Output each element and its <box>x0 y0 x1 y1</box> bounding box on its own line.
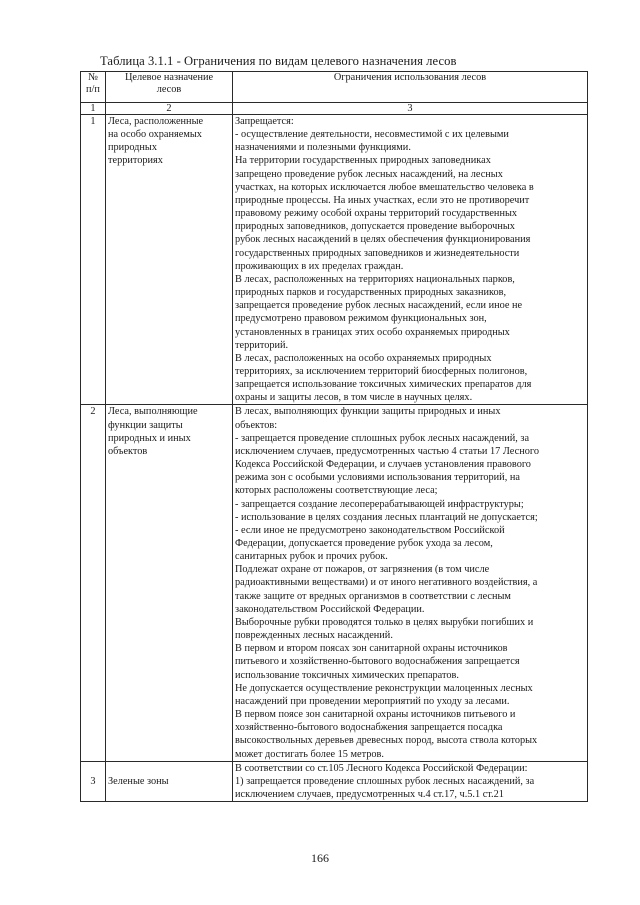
table-row <box>81 115 588 405</box>
restriction-line: питьевого и хозяйственно-бытового водоснабжения запрещается <box>235 656 520 668</box>
restriction-line: - запрещается создание лесоперерабатывающей инфраструктуры; <box>235 498 524 510</box>
restriction-line: Федерации, допускается проведение рубок ухода за лесом, <box>235 538 493 549</box>
restriction-line: санитарных рубок и прочих рубок. <box>235 551 388 563</box>
restriction-line: которых расположены соответствующие леса; <box>235 485 438 497</box>
restriction-line: природные процессы. На иных участках, если это не противоречит <box>235 194 530 206</box>
column-number: 2 <box>106 103 233 115</box>
row-purpose-cell <box>106 405 233 761</box>
restriction-line: исключением случаев, предусмотренных частью 4 статьи 17 Лесного <box>235 445 539 457</box>
row-restrictions-cell <box>233 761 588 801</box>
table-row <box>81 405 588 761</box>
restriction-line: охраны и защиты лесов, в том числе в научных целях. <box>235 392 473 404</box>
restriction-line: - использование в целях создания лесных плантаций не допускается; <box>235 511 538 523</box>
purpose-line: природных и иных <box>108 432 191 444</box>
restriction-line: территорий. <box>235 339 289 351</box>
restriction-line: насаждений при проведении мероприятий по уходу за лесами. <box>235 695 510 707</box>
row-number: 2 <box>81 405 106 761</box>
restriction-line: Подлежат охране от пожаров, от загрязнения (в том числе <box>235 564 490 576</box>
restriction-line: радиоактивными веществами) и от иного негативного воздействия, а <box>235 577 538 589</box>
purpose-lines <box>108 405 230 458</box>
restriction-line: режима зон с особыми условиями использования территорий, на <box>235 472 520 484</box>
restriction-line: В лесах, выполняющих функции защиты природных и иных <box>235 406 501 418</box>
purpose-line: территориях <box>108 155 163 167</box>
restriction-line: На территории государственных природных заповедниках <box>235 155 491 167</box>
header-number-line: п/п <box>86 83 100 95</box>
restriction-line: рубок лесных насаждений в целях обеспечения функционирования <box>235 234 531 246</box>
header-purpose-cell <box>106 72 233 103</box>
purpose-lines <box>108 775 230 788</box>
restriction-line: В первом поясе зон санитарной охраны источников питьевого и <box>235 709 516 721</box>
restriction-line: - если иное не предусмотрено законодательством Российской <box>235 524 505 536</box>
restriction-line: может достигать более 15 метров. <box>235 748 384 760</box>
header-purpose-line: Целевое назначение <box>124 72 214 83</box>
restriction-line: также защите от вредных организмов в соответствии с лесным <box>235 590 511 602</box>
table-header-row <box>81 72 588 103</box>
restriction-line: проживающих в их пределах граждан. <box>235 260 404 272</box>
purpose-line: природных <box>108 142 157 154</box>
restrictions-lines <box>235 405 585 760</box>
restriction-line: 1) запрещается проведение сплошных рубок лесных насаждений, за <box>235 775 535 787</box>
purpose-line: Зеленые зоны <box>108 775 169 787</box>
restriction-line: Запрещается: <box>235 116 294 127</box>
restriction-line: объектов: <box>235 419 278 431</box>
restriction-line: использование токсичных химических препаратов. <box>235 669 459 681</box>
row-restrictions-cell <box>233 115 588 405</box>
restriction-line: высокоствольных деревьев древесных пород, высота ствола которых <box>235 735 538 747</box>
row-purpose-cell <box>106 115 233 405</box>
header-number-line: № <box>88 72 98 83</box>
restriction-line: Выборочные рубки проводятся только в целях вырубки погибших и <box>235 616 534 628</box>
column-number: 3 <box>233 103 588 115</box>
restriction-line: природных заповедников, допускается проведение выборочных <box>235 221 515 233</box>
header-number-cell <box>81 72 106 103</box>
restriction-line: исключением случаев, предусмотренных ч.4 ст.17, ч.5.1 ст.21 <box>235 788 504 800</box>
table-caption: Таблица 3.1.1 - Ограничения по видам целевого назначения лесов <box>100 54 457 68</box>
purpose-line: на особо охраняемых <box>108 129 202 141</box>
row-number: 3 <box>81 761 106 801</box>
restriction-line: предусмотрено правовом режимом функциональных зон, <box>235 313 487 325</box>
restrictions-table <box>80 71 588 802</box>
row-restrictions-cell <box>233 405 588 761</box>
restriction-line: В лесах, расположенных на особо охраняемых природных <box>235 352 492 364</box>
restriction-line: природных парков и государственных природных заказников, <box>235 287 507 299</box>
restriction-line: государственных природных заповедников и жизнедеятельности <box>235 247 520 259</box>
restriction-line: запрещено проведение рубок лесных насаждений, на лесных <box>235 168 503 180</box>
restriction-line: - запрещается проведение сплошных рубок лесных насаждений, за <box>235 432 530 444</box>
restriction-line: правовому режиму особой охраны территорий государственных <box>235 208 518 220</box>
page-number: 166 <box>311 851 329 865</box>
restriction-line: запрещается проведение рубок лесных насаждений, если иное не <box>235 300 523 312</box>
restriction-line: В соответствии со ст.105 Лесного Кодекса Российской Федерации: <box>235 762 528 774</box>
restriction-line: участках, на которых исключается любое вмешательство человека в <box>235 181 534 193</box>
purpose-lines <box>108 115 230 168</box>
restriction-line: В лесах, расположенных на территориях национальных парков, <box>235 273 515 285</box>
restriction-line: поврежденных лесных насаждений. <box>235 630 393 642</box>
restriction-line: запрещается использование токсичных химических препаратов для <box>235 379 532 391</box>
purpose-line: Леса, расположенные <box>108 116 204 127</box>
row-number: 1 <box>81 115 106 405</box>
restriction-line: территориях, за исключением территорий биосферных полигонов, <box>235 365 528 377</box>
restriction-line: законодательством Российской Федерации. <box>235 603 425 615</box>
restriction-line: Кодекса Российской Федерации, и случаев установления правового <box>235 459 531 471</box>
purpose-line: объектов <box>108 445 148 457</box>
restrictions-lines <box>235 115 585 404</box>
restriction-line: В первом и втором поясах зон санитарной охраны источников <box>235 643 508 655</box>
table-row <box>81 761 588 801</box>
row-purpose-cell <box>106 761 233 801</box>
header-purpose-line: лесов <box>156 83 182 95</box>
restriction-line: назначениями и полезными функциями. <box>235 142 411 154</box>
restriction-line: хозяйственно-бытового водоснабжения запрещается посадка <box>235 722 503 734</box>
restriction-line: установленных в границах этих особо охраняемых природных <box>235 326 510 338</box>
purpose-line: функции защиты <box>108 419 183 431</box>
restriction-line: Не допускается осуществление реконструкции малоценных лесных <box>235 682 533 694</box>
column-number: 1 <box>81 103 106 115</box>
purpose-line: Леса, выполняющие <box>108 406 198 418</box>
restrictions-lines <box>235 762 585 801</box>
header-restrictions-cell: Ограничения использования лесов <box>233 72 588 103</box>
column-number-row <box>81 103 588 115</box>
restriction-line: - осуществление деятельности, несовместимой с их целевыми <box>235 129 509 141</box>
